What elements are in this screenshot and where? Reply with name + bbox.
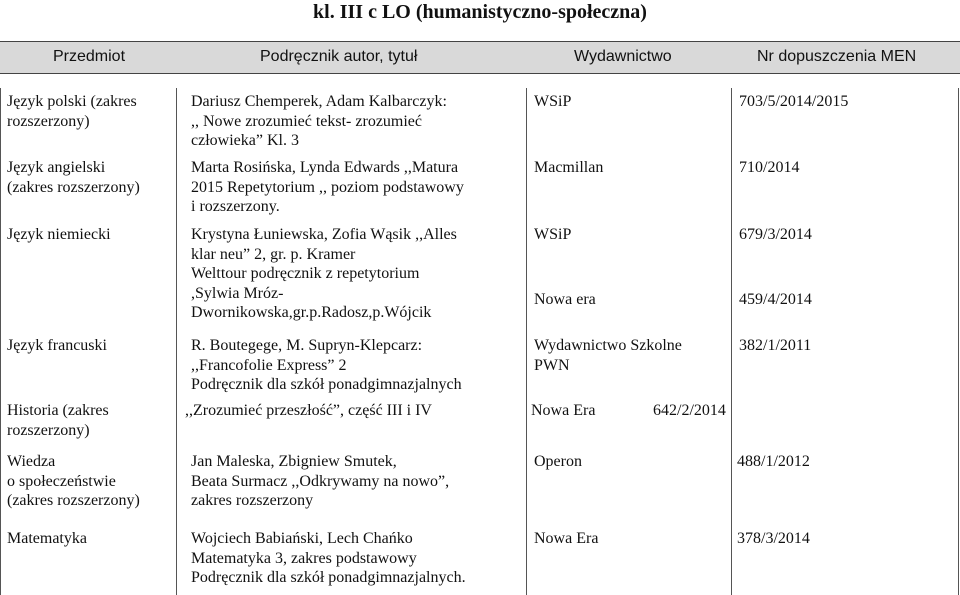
cell-line: o społeczeństwie bbox=[7, 472, 116, 490]
book-cell bbox=[191, 336, 462, 395]
cell-line: rozszerzony) bbox=[7, 421, 90, 439]
cell-line: ,Sylwia Mróz- bbox=[191, 284, 284, 302]
cell-line: (zakres rozszerzony) bbox=[7, 178, 140, 196]
subject-cell bbox=[7, 225, 111, 245]
book-cell bbox=[191, 158, 464, 217]
page-title: kl. III c LO (humanistyczno-społeczna) bbox=[313, 1, 647, 23]
column-divider bbox=[0, 88, 1, 595]
cell-line: Podręcznik dla szkół ponadgimnazjalnych bbox=[191, 376, 462, 393]
cell-line: 378/3/2014 bbox=[737, 530, 810, 547]
column-divider bbox=[526, 88, 527, 595]
column-divider bbox=[958, 88, 959, 595]
cell-line: Nowa Era bbox=[534, 530, 599, 547]
cell-line: Język niemiecki bbox=[7, 226, 111, 243]
approval-cell: 459/4/2014 bbox=[739, 291, 812, 308]
cell-line: Beata Surmacz ,,Odkrywamy na nowo”, bbox=[191, 472, 450, 490]
cell-line: Matematyka bbox=[7, 530, 87, 547]
publisher-cell bbox=[534, 336, 682, 375]
cell-line: człowieka” Kl. 3 bbox=[191, 132, 299, 149]
cell-line: 703/5/2014/2015 bbox=[739, 93, 849, 110]
cell-line: Operon bbox=[534, 453, 582, 470]
cell-line: (zakres rozszerzony) bbox=[7, 492, 140, 509]
subject-cell bbox=[7, 529, 87, 549]
cell-line: Marta Rosińska, Lynda Edwards ,,Matura bbox=[191, 159, 459, 176]
cell-line: R. Boutegege, M. Supryn-Klepcarz: bbox=[191, 337, 423, 354]
cell-line: klar neu” 2, gr. p. Kramer bbox=[191, 245, 356, 263]
cell-line: i rozszerzony. bbox=[191, 198, 280, 215]
cell-line: Podręcznik dla szkół ponadgimnazjalnych. bbox=[191, 569, 466, 586]
cell-line: 642/2/2014 bbox=[653, 402, 726, 419]
cell-line: Welttour podręcznik z repetytorium bbox=[191, 265, 420, 282]
table-header bbox=[0, 41, 960, 74]
approval-cell: 679/3/2014 bbox=[739, 226, 812, 243]
publisher-cell: WSiP bbox=[534, 226, 572, 243]
cell-line: ,,Zrozumieć przeszłość”, część III i IV bbox=[185, 402, 432, 419]
subject-cell bbox=[7, 92, 137, 131]
cell-line: Język angielski bbox=[7, 159, 106, 176]
cell-line: Jan Maleska, Zbigniew Smutek, bbox=[191, 453, 397, 470]
cell-line: Historia (zakres bbox=[7, 402, 109, 419]
subject-cell bbox=[7, 401, 109, 440]
cell-line: Język francuski bbox=[7, 337, 107, 354]
cell-line: 382/1/2011 bbox=[739, 337, 812, 354]
cell-line: WSiP bbox=[534, 93, 572, 110]
cell-line: ,,Francofolie Express” 2 bbox=[191, 356, 347, 374]
publisher-cell bbox=[534, 158, 603, 178]
publisher-cell: Nowa era bbox=[534, 291, 596, 308]
cell-line: Wojciech Babiański, Lech Chańko bbox=[191, 530, 413, 547]
publisher-cell bbox=[534, 529, 598, 549]
cell-line: Język polski (zakres bbox=[7, 93, 137, 110]
cell-line: Wydawnictwo Szkolne bbox=[534, 337, 682, 354]
subject-cell bbox=[7, 158, 140, 197]
cell-line: Wiedza bbox=[7, 453, 56, 470]
cell-line: rozszerzony) bbox=[7, 112, 90, 130]
approval-cell bbox=[737, 529, 810, 549]
header-approval-number: Nr dopuszczenia MEN bbox=[757, 48, 917, 65]
header-author-title: Podręcznik autor, tytuł bbox=[260, 48, 418, 65]
column-divider bbox=[731, 88, 732, 595]
book-cell bbox=[191, 92, 447, 151]
approval-cell bbox=[739, 158, 799, 178]
cell-line: zakres rozszerzony bbox=[191, 492, 314, 509]
column-divider bbox=[176, 88, 177, 595]
book-cell bbox=[191, 225, 457, 323]
cell-line: Nowa Era bbox=[531, 402, 596, 419]
cell-line: 710/2014 bbox=[739, 159, 800, 176]
header-subject: Przedmiot bbox=[53, 48, 126, 65]
publisher-cell bbox=[534, 92, 571, 112]
approval-cell bbox=[737, 452, 810, 472]
subject-cell bbox=[7, 336, 107, 356]
approval-cell bbox=[653, 401, 726, 421]
publisher-cell bbox=[531, 401, 595, 421]
cell-line: Krystyna Łuniewska, Zofia Wąsik ,,Alles bbox=[191, 226, 457, 243]
book-cell bbox=[191, 452, 449, 511]
subject-cell bbox=[7, 452, 140, 511]
book-cell bbox=[185, 401, 432, 421]
cell-line: PWN bbox=[534, 356, 570, 374]
header-publisher: Wydawnictwo bbox=[574, 48, 672, 65]
publisher-cell bbox=[534, 452, 582, 472]
cell-line: 488/1/2012 bbox=[737, 453, 810, 470]
cell-line: ,, Nowe zrozumieć tekst- zrozumieć bbox=[191, 112, 423, 130]
cell-line: Matematyka 3, zakres podstawowy bbox=[191, 549, 417, 567]
cell-line: Dariusz Chemperek, Adam Kalbarczyk: bbox=[191, 93, 447, 110]
cell-line: Dwornikowska,gr.p.Radosz,p.Wójcik bbox=[191, 304, 432, 321]
book-cell bbox=[191, 529, 466, 588]
approval-cell bbox=[739, 336, 811, 356]
cell-line: 2015 Repetytorium ,, poziom podstawowy bbox=[191, 178, 464, 196]
approval-cell bbox=[739, 92, 848, 112]
cell-line: Macmillan bbox=[534, 159, 604, 176]
